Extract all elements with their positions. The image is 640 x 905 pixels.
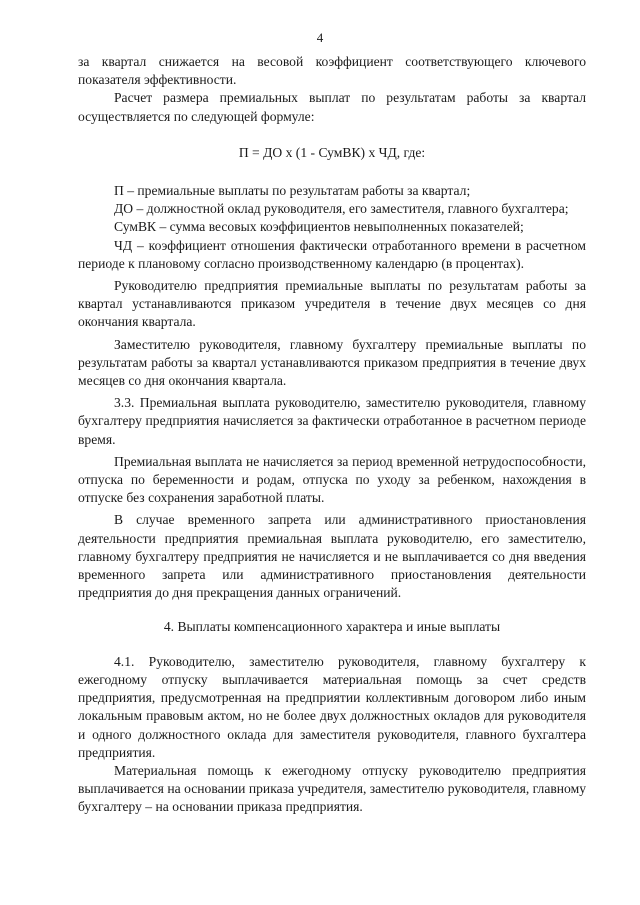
page-number: 4 — [316, 30, 324, 45]
section-4-heading: 4. Выплаты компенсационного характера и иные выплаты — [163, 619, 501, 635]
paragraph-4-1: 4.1. Руководителю, заместителю руководителя, главному бухгалтеру к ежегодному отпуску выплачивается материальная помощь за счет средств предприятия, предусмотренная на предприятии коллективным договором либо иным локальным правовым актом, но не более двух должностных окладов для руководителя и одного должностного оклада для заместителя руководителя, главного бухгалтера предприятия. — [78, 653, 586, 760]
paragraph-deputy-bonus: Заместителю руководителя, главному бухгалтеру премиальные выплаты по результатам работы за квартал устанавливаются приказом предприятия в течение двух месяцев со дня окончания квартала. — [78, 336, 586, 389]
document-body — [78, 53, 586, 817]
definition-sumvk: СумВК – сумма весовых коэффициентов невыполненных показателей; — [114, 219, 524, 235]
definition-do: ДО – должностной оклад руководителя, его заместителя, главного бухгалтера; — [114, 201, 569, 217]
definition-p: П – премиальные выплаты по результатам работы за квартал; — [114, 183, 471, 199]
paragraph-material-help: Материальная помощь к ежегодному отпуску руководителю предприятия выплачивается на основании приказа учредителя, заместителю руководителя, главному бухгалтеру – на основании приказа предприятия. — [78, 762, 586, 815]
paragraph-formula-intro: Расчет размера премиальных выплат по результатам работы за квартал осуществляется по следующей формуле: — [78, 90, 586, 124]
bonus-formula: П = ДО х (1 - СумВК) х ЧД, где: — [238, 144, 426, 160]
paragraph-continuation: за квартал снижается на весовой коэффициент соответствующего ключевого показателя эффективности. — [78, 54, 586, 88]
definition-chd: ЧД – коэффициент отношения фактически отработанного времени в расчетном периоде к плановому согласно производственному календарю (в процентах). — [78, 237, 586, 271]
paragraph-head-bonus: Руководителю предприятия премиальные выплаты по результатам работы за квартал устанавливаются приказом учредителя в течение двух месяцев со дня окончания квартала. — [78, 278, 586, 330]
paragraph-temporary-ban: В случае временного запрета или административного приостановления деятельности предприятия премиальная выплата руководителю, его заместителю, главному бухгалтеру предприятия не начисляется и не выплачивается со дня введения временного запрета или административного приостановления деятельности предприятия до дня прекращения данных ограничений. — [78, 512, 586, 601]
paragraph-not-charged: Премиальная выплата не начисляется за период временной нетрудоспособности, отпуска по беременности и родам, отпуска по уходу за ребенком, нахождения в отпуске без сохранения заработной платы. — [78, 453, 586, 506]
paragraph-3-3: 3.3. Премиальная выплата руководителю, заместителю руководителя, главному бухгалтеру предприятия начисляется за фактически отработанное в расчетном периоде время. — [78, 395, 586, 447]
